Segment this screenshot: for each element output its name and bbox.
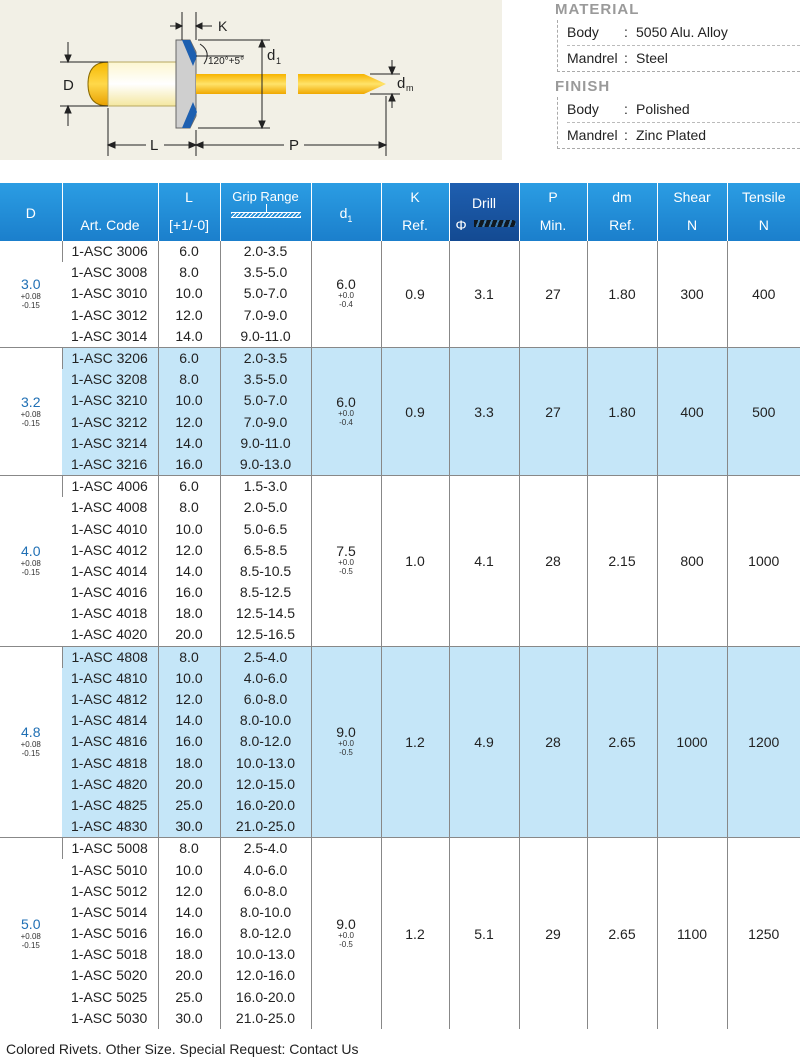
grip-range-cell: 9.0-11.0 <box>220 326 311 348</box>
material-row-mandrel <box>567 46 800 71</box>
l-cell: 6.0 <box>158 347 220 369</box>
header-l-tolerance: [+1/-0] <box>168 217 210 233</box>
header-d1 <box>311 183 381 241</box>
grip-range-cell: 1.5-3.0 <box>220 476 311 498</box>
d1-value: 9.0 <box>336 724 356 741</box>
grip-range-cell: 8.0-12.0 <box>220 923 311 944</box>
d-tolerance-minus: -0.15 <box>21 419 40 428</box>
art-code-cell: 1-ASC 4816 <box>62 731 158 752</box>
material-box <box>557 20 800 72</box>
grip-range-cell: 8.0-10.0 <box>220 902 311 923</box>
l-cell: 8.0 <box>158 646 220 668</box>
l-cell: 20.0 <box>158 965 220 986</box>
l-cell: 25.0 <box>158 795 220 816</box>
header-p <box>519 183 587 241</box>
l-cell: 14.0 <box>158 561 220 582</box>
grip-range-cell: 10.0-13.0 <box>220 753 311 774</box>
k-cell: 0.9 <box>381 241 449 347</box>
l-cell: 10.0 <box>158 668 220 689</box>
l-cell: 30.0 <box>158 1008 220 1029</box>
art-code-cell: 1-ASC 3014 <box>71 327 148 344</box>
finish-mandrel-key: Mandrel <box>567 127 618 143</box>
material-mandrel-value: Steel <box>636 50 668 66</box>
d1-tolerance-plus: +0.0 <box>338 558 354 568</box>
p-cell: 27 <box>519 241 587 347</box>
header-d1-label: $d_1$ <box>339 205 353 224</box>
art-code-cell: 1-ASC 4012 <box>71 541 148 558</box>
footer-note: Colored Rivets. Other Size. Special Request: Contact Us <box>6 1041 359 1057</box>
art-code-cell: 1-ASC 4810 <box>62 668 158 689</box>
d1-value: 7.5 <box>336 543 356 560</box>
finish-row-mandrel <box>567 123 800 148</box>
d1-tolerance-minus: -0.5 <box>339 567 353 577</box>
grip-range-cell: 8.0-12.0 <box>220 731 311 752</box>
material-mandrel-key: Mandrel <box>567 50 618 66</box>
dm-cell: 1.80 <box>587 347 657 475</box>
spec-panel <box>555 0 800 149</box>
grip-range-cell: 5.0-7.0 <box>220 390 311 411</box>
header-art-code <box>62 183 158 241</box>
table-row <box>0 646 800 668</box>
drill-cell: 5.1 <box>449 838 519 1029</box>
p-cell: 28 <box>519 476 587 647</box>
l-cell: 8.0 <box>158 497 220 518</box>
l-cell: 25.0 <box>158 987 220 1008</box>
l-cell: 8.0 <box>158 369 220 390</box>
l-cell: 16.0 <box>158 731 220 752</box>
drill-cell: 4.1 <box>449 476 519 647</box>
header-k-label: K <box>410 189 420 205</box>
grip-range-cell: 16.0-20.0 <box>220 795 311 816</box>
d1-label: d <box>267 47 276 64</box>
d-tolerance-plus: +0.08 <box>20 410 41 419</box>
tensile-cell: 1000 <box>727 476 800 647</box>
l-cell: 6.0 <box>158 476 220 498</box>
grip-arrow-icon <box>266 204 267 212</box>
d-label: D <box>63 77 74 94</box>
art-code-cell: 1-ASC 3208 <box>62 369 158 390</box>
rivet-drawing <box>0 0 502 160</box>
header-tensile-label: Tensile <box>741 189 786 205</box>
l-cell: 30.0 <box>158 816 220 838</box>
art-code-cell: 1-ASC 4814 <box>62 710 158 731</box>
p-label: P <box>289 137 300 154</box>
d-tolerance-plus: +0.08 <box>20 559 41 569</box>
l-cell: 6.0 <box>158 241 220 262</box>
grip-range-cell: 4.0-6.0 <box>220 668 311 689</box>
d-tolerance-plus: +0.08 <box>20 932 41 942</box>
shear-cell: 800 <box>657 476 727 647</box>
l-cell: 8.0 <box>158 838 220 860</box>
grip-range-cell: 12.0-16.0 <box>220 965 311 986</box>
table-row <box>0 476 800 498</box>
d-value: 3.0 <box>21 276 41 293</box>
l-cell: 16.0 <box>158 923 220 944</box>
art-code-cell: 1-ASC 4825 <box>62 795 158 816</box>
p-cell: 28 <box>519 646 587 838</box>
finish-mandrel-value: Zinc Plated <box>636 127 707 143</box>
l-cell: 14.0 <box>158 433 220 454</box>
art-code-cell: 1-ASC 4010 <box>71 520 148 537</box>
d1-tolerance-plus: +0.0 <box>338 409 354 418</box>
d1-cell <box>311 476 381 647</box>
d1-cell <box>311 241 381 347</box>
material-title: MATERIAL <box>555 1 640 18</box>
l-cell: 8.0 <box>158 262 220 283</box>
p-cell: 29 <box>519 838 587 1029</box>
header-l <box>158 183 220 241</box>
d1-tolerance-minus: -0.5 <box>339 940 353 950</box>
grip-range-cell: 3.5-5.0 <box>220 262 311 283</box>
grip-range-cell: 12.0-15.0 <box>220 774 311 795</box>
grip-range-cell: 8.5-12.5 <box>220 582 311 603</box>
d1-tolerance-plus: +0.0 <box>338 291 354 301</box>
grip-range-cell: 2.0-3.5 <box>220 347 311 369</box>
table-header-row <box>0 183 800 241</box>
header-shear <box>657 183 727 241</box>
d1-tolerance-plus: +0.0 <box>338 931 354 941</box>
tensile-cell: 400 <box>727 241 800 347</box>
art-code-cell: 1-ASC 4812 <box>62 689 158 710</box>
d1-cell <box>311 347 381 475</box>
d1-tolerance-plus: +0.0 <box>338 739 354 749</box>
l-cell: 10.0 <box>158 518 220 539</box>
art-code-cell: 1-ASC 5012 <box>71 882 148 899</box>
art-code-cell: 1-ASC 4808 <box>62 646 158 668</box>
header-drill <box>449 183 519 241</box>
d-tolerance-minus: -0.15 <box>21 568 40 578</box>
grip-range-cell: 7.0-9.0 <box>220 412 311 433</box>
d1-cell <box>311 838 381 1029</box>
art-code-cell: 1-ASC 4006 <box>62 476 158 498</box>
finish-body-value: Polished <box>636 101 690 117</box>
l-cell: 18.0 <box>158 944 220 965</box>
header-tensile <box>727 183 800 241</box>
grip-range-cell: 9.0-13.0 <box>220 454 311 476</box>
art-code-cell: 1-ASC 5014 <box>71 903 148 920</box>
shear-cell: 400 <box>657 347 727 475</box>
l-cell: 12.0 <box>158 412 220 433</box>
grip-range-cell: 2.5-4.0 <box>220 838 311 860</box>
d-tolerance-minus: -0.15 <box>21 301 40 311</box>
material-body-value: 5050 Alu. Alloy <box>636 24 728 40</box>
dm-cell: 2.65 <box>587 646 657 838</box>
header-tensile-unit: N <box>758 217 769 233</box>
grip-range-cell: 7.0-9.0 <box>220 305 311 326</box>
k-cell: 1.2 <box>381 838 449 1029</box>
header-dm-ref: Ref. <box>609 217 635 233</box>
grip-range-cell: 8.5-10.5 <box>220 561 311 582</box>
d-tolerance-minus: -0.15 <box>21 941 40 951</box>
angle-label: 120°+5° <box>208 56 245 67</box>
tensile-cell: 1250 <box>727 838 800 1029</box>
header-p-label: P <box>548 189 558 205</box>
dm-cell: 2.15 <box>587 476 657 647</box>
d1-tolerance-minus: -0.4 <box>339 418 353 427</box>
d-tolerance-plus: +0.08 <box>20 740 41 750</box>
art-code-cell: 1-ASC 3210 <box>62 390 158 411</box>
l-cell: 10.0 <box>158 283 220 304</box>
d1-tolerance-minus: -0.5 <box>339 748 353 758</box>
l-cell: 12.0 <box>158 881 220 902</box>
d-cell <box>0 476 62 647</box>
header-k <box>381 183 449 241</box>
table-row <box>0 838 800 860</box>
drill-cell: 4.9 <box>449 646 519 838</box>
grip-range-cell: 6.0-8.0 <box>220 881 311 902</box>
d1-value: 6.0 <box>336 394 356 410</box>
art-code-cell: 1-ASC 4008 <box>71 499 148 516</box>
header-grip-label: Grip Range <box>232 189 299 204</box>
art-code-cell: 1-ASC 3006 <box>62 241 158 262</box>
art-code-cell: 1-ASC 5008 <box>62 838 158 860</box>
header-drill-phi: Φ <box>455 217 467 233</box>
d-value: 4.8 <box>21 724 41 741</box>
d-value: 3.2 <box>21 394 41 410</box>
grip-range-cell: 8.0-10.0 <box>220 710 311 731</box>
l-cell: 12.0 <box>158 305 220 326</box>
d-cell <box>0 838 62 1029</box>
mandrel-tail <box>298 74 364 94</box>
l-cell: 16.0 <box>158 454 220 476</box>
header-grip-range <box>220 183 311 241</box>
p-cell: 27 <box>519 347 587 475</box>
dm-label: d <box>397 75 406 92</box>
grip-range-cell: 6.5-8.5 <box>220 540 311 561</box>
mandrel-head <box>88 62 108 106</box>
art-code-cell: 1-ASC 5016 <box>71 925 148 942</box>
grip-range-cell: 21.0-25.0 <box>220 1008 311 1029</box>
shear-cell: 1000 <box>657 646 727 838</box>
art-code-cell: 1-ASC 4014 <box>71 562 148 579</box>
header-dm <box>587 183 657 241</box>
header-shear-unit: N <box>686 217 698 233</box>
k-cell: 1.0 <box>381 476 449 647</box>
l-cell: 18.0 <box>158 753 220 774</box>
l-cell: 14.0 <box>158 326 220 348</box>
k-cell: 0.9 <box>381 347 449 475</box>
d-cell <box>0 241 62 347</box>
d-value: 5.0 <box>21 916 41 933</box>
l-cell: 20.0 <box>158 624 220 646</box>
finish-body-sep: : <box>624 101 628 117</box>
shear-cell: 300 <box>657 241 727 347</box>
tensile-cell: 1200 <box>727 646 800 838</box>
finish-box <box>557 97 800 149</box>
grip-range-cell: 21.0-25.0 <box>220 816 311 838</box>
art-code-cell: 1-ASC 4020 <box>71 626 148 643</box>
finish-row-body <box>567 97 800 123</box>
header-drill-label: Drill <box>471 195 497 211</box>
art-code-cell: 1-ASC 5010 <box>71 861 148 878</box>
art-code-cell: 1-ASC 4820 <box>62 774 158 795</box>
finish-body-key: Body <box>567 101 599 117</box>
header-p-min: Min. <box>539 217 567 233</box>
rivet-diagram <box>0 0 502 160</box>
l-cell: 16.0 <box>158 582 220 603</box>
grip-range-cell: 12.5-16.5 <box>220 624 311 646</box>
l-label: L <box>150 137 159 154</box>
d1-cell <box>311 646 381 838</box>
d1-tolerance-minus: -0.4 <box>339 300 353 310</box>
art-code-cell: 1-ASC 3008 <box>71 264 148 281</box>
d-cell <box>0 646 62 838</box>
table-row <box>0 241 800 262</box>
art-code-cell: 1-ASC 5030 <box>71 1009 148 1026</box>
table-body <box>0 241 800 1029</box>
header-k-ref: Ref. <box>402 217 428 233</box>
art-code-cell: 1-ASC 4830 <box>62 816 158 838</box>
rivet-spec-table <box>0 183 800 1029</box>
grip-range-cell: 2.0-5.0 <box>220 497 311 518</box>
l-cell: 14.0 <box>158 902 220 923</box>
d-value: 4.0 <box>21 543 41 560</box>
grip-range-cell: 5.0-6.5 <box>220 518 311 539</box>
l-cell: 10.0 <box>158 859 220 880</box>
art-code-cell: 1-ASC 3214 <box>62 433 158 454</box>
art-code-cell: 1-ASC 4018 <box>71 605 148 622</box>
grip-range-cell: 16.0-20.0 <box>220 987 311 1008</box>
art-code-cell: 1-ASC 3012 <box>71 306 148 323</box>
art-code-cell: 1-ASC 3216 <box>62 454 158 476</box>
d1-value: 9.0 <box>336 916 356 933</box>
mandrel-shaft <box>196 74 286 94</box>
l-cell: 12.0 <box>158 540 220 561</box>
grip-range-cell: 2.0-3.5 <box>220 241 311 262</box>
d-tolerance-plus: +0.08 <box>20 292 41 302</box>
l-cell: 18.0 <box>158 603 220 624</box>
header-d-label: D <box>25 205 36 221</box>
d-tolerance-minus: -0.15 <box>21 749 40 759</box>
grip-range-cell: 6.0-8.0 <box>220 689 311 710</box>
k-cell: 1.2 <box>381 646 449 838</box>
drill-bit-icon <box>474 220 516 227</box>
material-body-sep: : <box>624 24 628 40</box>
mandrel-tip <box>364 74 386 94</box>
finish-title: FINISH <box>555 78 611 95</box>
l-cell: 14.0 <box>158 710 220 731</box>
table-row <box>0 347 800 369</box>
art-code-cell: 1-ASC 3212 <box>62 412 158 433</box>
l-cell: 20.0 <box>158 774 220 795</box>
material-mandrel-sep: : <box>624 50 628 66</box>
header-art-code-label: Art. Code <box>80 217 140 233</box>
drill-cell: 3.3 <box>449 347 519 475</box>
art-code-cell: 1-ASC 3010 <box>71 285 148 302</box>
art-code-cell: 1-ASC 4016 <box>71 584 148 601</box>
material-body-key: Body <box>567 24 599 40</box>
d1-subscript: 1 <box>276 56 282 66</box>
art-code-cell: 1-ASC 3206 <box>62 347 158 369</box>
shear-cell: 1100 <box>657 838 727 1029</box>
d1-value: 6.0 <box>336 276 356 293</box>
header-shear-label: Shear <box>673 189 711 205</box>
dm-cell: 2.65 <box>587 838 657 1029</box>
tensile-cell: 500 <box>727 347 800 475</box>
material-row-body <box>567 20 800 46</box>
grip-range-cell: 2.5-4.0 <box>220 646 311 668</box>
grip-range-cell: 10.0-13.0 <box>220 944 311 965</box>
art-code-cell: 1-ASC 5025 <box>71 988 148 1005</box>
d-cell <box>0 347 62 475</box>
l-cell: 10.0 <box>158 390 220 411</box>
art-code-cell: 1-ASC 4818 <box>62 753 158 774</box>
art-code-cell: 1-ASC 5018 <box>71 946 148 963</box>
grip-range-cell: 12.5-14.5 <box>220 603 311 624</box>
grip-range-cell: 9.0-11.0 <box>220 433 311 454</box>
drill-cell: 3.1 <box>449 241 519 347</box>
rivet-shank <box>108 62 176 106</box>
grip-hatch-icon <box>231 212 301 218</box>
grip-range-cell: 5.0-7.0 <box>220 283 311 304</box>
header-d <box>0 183 62 241</box>
finish-mandrel-sep: : <box>624 127 628 143</box>
grip-range-cell: 4.0-6.0 <box>220 859 311 880</box>
grip-range-cell: 3.5-5.0 <box>220 369 311 390</box>
header-l-label: L <box>185 189 193 205</box>
dm-subscript: m <box>406 83 414 93</box>
header-dm-label: dm <box>612 189 632 205</box>
dm-cell: 1.80 <box>587 241 657 347</box>
l-cell: 12.0 <box>158 689 220 710</box>
art-code-cell: 1-ASC 5020 <box>71 967 148 984</box>
k-label: K <box>218 18 228 34</box>
